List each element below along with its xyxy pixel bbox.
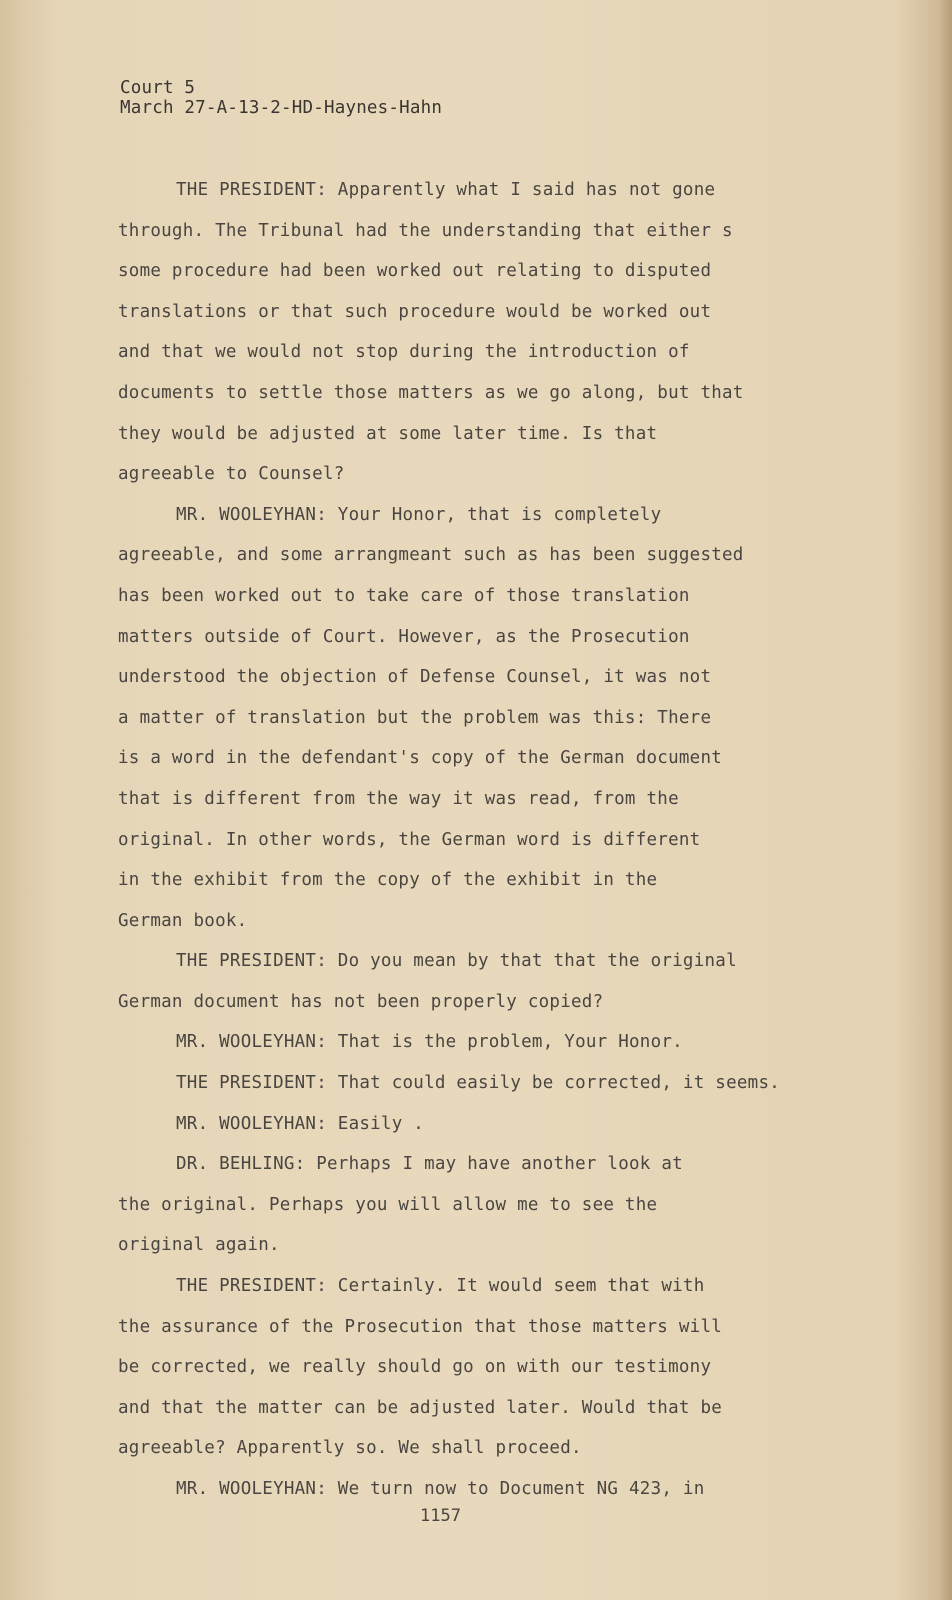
transcript-line: [118, 211, 878, 252]
transcript-line-text: has been worked out to take care of those translation: [118, 585, 690, 606]
transcript-line-text: the original. Perhaps you will allow me to see the: [118, 1194, 658, 1215]
page-edge-shadow: [938, 0, 952, 1600]
transcript-line: [118, 332, 878, 373]
transcript-line-text: understood the objection of Defense Counsel, it was not: [118, 667, 712, 688]
transcript-line: [118, 292, 878, 333]
transcript-line-text: some procedure had been worked out relating to disputed: [118, 261, 712, 282]
transcript-line: [118, 738, 878, 779]
transcript-line: [118, 820, 878, 861]
transcript-line: [118, 1266, 878, 1307]
transcript-line-text: original again.: [118, 1235, 280, 1256]
transcript-line: [118, 1388, 878, 1429]
transcript-line-text: is a word in the defendant's copy of the German document: [118, 748, 723, 769]
transcript-line-text: THE PRESIDENT: Do you mean by that that the original: [176, 951, 737, 972]
transcript-line-text: MR. WOOLEYHAN: Easily .: [176, 1113, 425, 1134]
court-label: Court 5: [120, 78, 196, 98]
transcript-line: [118, 698, 878, 739]
transcript-line: [118, 1428, 878, 1469]
transcript-line: [118, 982, 878, 1023]
transcript-line: [118, 1144, 878, 1185]
transcript-line: [118, 170, 878, 211]
transcript-line: [118, 495, 878, 536]
transcript-line: [118, 1063, 878, 1104]
transcript-line: [118, 860, 878, 901]
transcript-line: [118, 1307, 878, 1348]
transcript-line-text: agreeable? Apparently so. We shall proceed.: [118, 1438, 582, 1459]
transcript-line: [118, 1185, 878, 1226]
page-number: 1157: [420, 1506, 461, 1526]
transcript-line-text: a matter of translation but the problem was this: There: [118, 707, 712, 728]
transcript-line: [118, 414, 878, 455]
transcript-line: [118, 576, 878, 617]
transcript-line: [118, 251, 878, 292]
transcript-line-text: agreeable to Counsel?: [118, 464, 345, 485]
transcript-line-text: the assurance of the Prosecution that those matters will: [118, 1316, 723, 1337]
transcript-line: [118, 941, 878, 982]
transcript-line-text: and that we would not stop during the introduction of: [118, 342, 690, 363]
transcript-line: [118, 779, 878, 820]
transcript-line-text: translations or that such procedure would be worked out: [118, 301, 712, 322]
document-header: [120, 78, 442, 118]
transcript-line: [118, 1225, 878, 1266]
transcript-line: [118, 535, 878, 576]
transcript-line-text: DR. BEHLING: Perhaps I may have another look at: [176, 1154, 683, 1175]
transcript-line-text: agreeable, and some arrangmeant such as has been suggested: [118, 545, 744, 566]
transcript-line-text: THE PRESIDENT: Apparently what I said has not gone: [176, 180, 716, 200]
transcript-line-text: MR. WOOLEYHAN: Your Honor, that is completely: [176, 504, 662, 525]
transcript-line-text: and that the matter can be adjusted later. Would that be: [118, 1397, 723, 1418]
transcript-line: [118, 1022, 878, 1063]
transcript-line-text: matters outside of Court. However, as the Prosecution: [118, 626, 690, 647]
transcript-line-text: THE PRESIDENT: That could easily be corrected, it seems.: [176, 1073, 781, 1094]
transcript-line-text: THE PRESIDENT: Certainly. It would seem that with: [176, 1276, 705, 1297]
transcript-line-text: documents to settle those matters as we go along, but that: [118, 382, 744, 403]
transcript-body: [118, 170, 878, 1510]
transcript-line-text: that is different from the way it was read, from the: [118, 788, 679, 809]
transcript-line-text: be corrected, we really should go on with our testimony: [118, 1357, 712, 1378]
transcript-line: [118, 901, 878, 942]
transcript-line-text: MR. WOOLEYHAN: That is the problem, Your Honor.: [176, 1032, 683, 1053]
transcript-line: [118, 657, 878, 698]
transcript-line-text: MR. WOOLEYHAN: We turn now to Document NG 423, in: [176, 1479, 705, 1499]
transcript-line-text: through. The Tribunal had the understanding that either s: [118, 220, 733, 241]
transcript-line: [118, 1469, 878, 1510]
transcript-line-text: they would be adjusted at some later time. Is that: [118, 423, 658, 444]
transcript-line: [118, 454, 878, 495]
transcript-line-text: in the exhibit from the copy of the exhibit in the: [118, 870, 658, 891]
transcript-line-text: German book.: [118, 910, 248, 931]
transcript-line: [118, 1104, 878, 1145]
transcript-line: [118, 1347, 878, 1388]
transcript-line-text: German document has not been properly copied?: [118, 991, 604, 1012]
transcript-line-text: original. In other words, the German word is different: [118, 829, 701, 850]
transcript-line: [118, 617, 878, 658]
session-identifier: March 27-A-13-2-HD-Haynes-Hahn: [120, 98, 443, 118]
transcript-line: [118, 373, 878, 414]
